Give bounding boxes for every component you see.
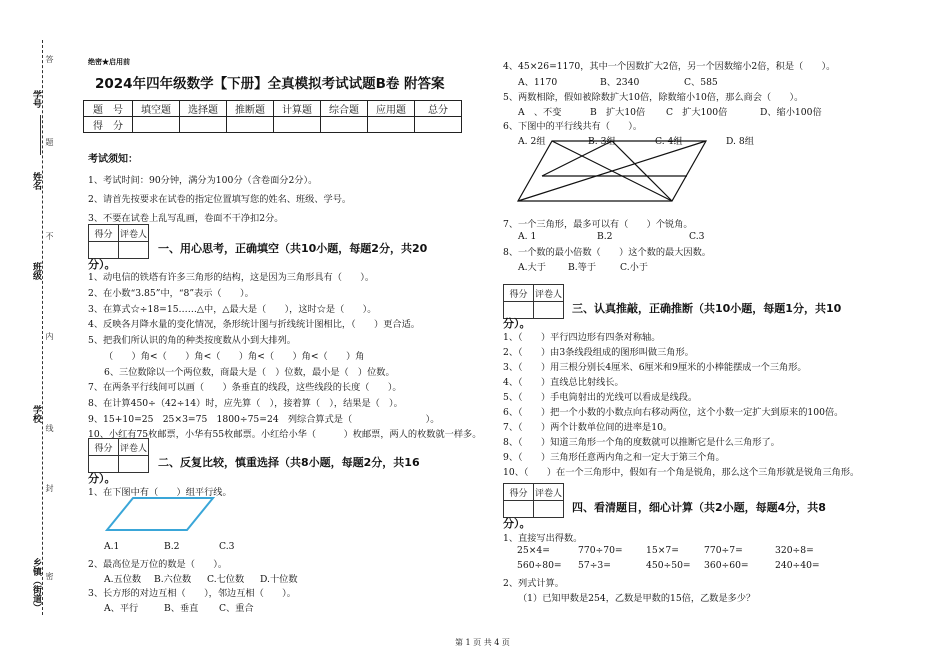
- score-header-cell: 推断题: [227, 101, 274, 117]
- grader-name-label: 评卷人: [534, 285, 564, 302]
- calc-item: 450÷50=: [646, 560, 691, 571]
- parallelogram-figure: [105, 496, 215, 534]
- score-header-cell: 综合题: [321, 101, 368, 117]
- s3-q5: 5、（ ）手电筒射出的光线可以看成是线段。: [503, 392, 698, 403]
- student-number-label: 学号: [31, 90, 41, 108]
- seal-char: 不: [45, 232, 54, 240]
- notice-heading: 考试须知：: [88, 154, 138, 165]
- calc-item: 25×4=: [517, 545, 550, 556]
- score-cell[interactable]: [133, 117, 180, 133]
- s2-q7-opt: A. 1: [518, 231, 537, 242]
- s2-q8-opt: B.等于: [568, 262, 597, 273]
- calc-item: 770÷70=: [578, 545, 623, 556]
- seal-char: 线: [45, 424, 54, 432]
- notice-item: 3、不要在试卷上乱写乱画，卷面不干净扣2分。: [88, 213, 284, 224]
- grader-score-label: 得分: [504, 484, 534, 501]
- s4-q1: 1、直接写出得数。: [503, 533, 583, 544]
- s1-q1: 1、动电信的铁塔有许多三角形的结构，这是因为三角形具有（ ）。: [88, 272, 375, 283]
- s2-q8-opt: C.小于: [620, 262, 648, 273]
- s2-q4: 4、45×26=1170，其中一个因数扩大2倍，另一个因数缩小2倍，积是（ ）。: [503, 61, 836, 72]
- s2-q3-opt: B、垂直: [164, 603, 199, 614]
- grader-name-label: 评卷人: [119, 439, 149, 456]
- page-title: 2024年四年级数学【下册】全真模拟考试试题B卷 附答案: [95, 76, 445, 92]
- seal-char: 题: [45, 138, 54, 146]
- name-label: 姓名: [31, 172, 41, 190]
- s2-q7: 7、一个三角形，最多可以有（ ）个锐角。: [503, 219, 693, 230]
- score-cell[interactable]: [274, 117, 321, 133]
- grader-name-label: 评卷人: [534, 484, 564, 501]
- s2-q3-opt: A、平行: [104, 603, 139, 614]
- s3-q1: 1、（ ）平行四边形有四条对称轴。: [503, 332, 661, 343]
- binding-dashed-line: [42, 40, 43, 615]
- notice-item: 2、请首先按要求在试卷的指定位置填写您的姓名、班级、学号。: [88, 194, 352, 205]
- grader-box: [503, 284, 564, 319]
- score-header-cell: 应用题: [368, 101, 415, 117]
- s2-q1-opt: B.2: [164, 541, 180, 552]
- s2-q7-opt: C.3: [689, 231, 705, 242]
- grader-score-label: 得分: [89, 225, 119, 242]
- seal-char: 密: [45, 572, 54, 580]
- parallel-lines-figure: [512, 138, 708, 206]
- grader-name-cell[interactable]: [119, 242, 149, 259]
- s2-q8: 8、一个数的最小倍数（ ）这个数的最大因数。: [503, 247, 711, 258]
- section1-title-tail: 分）。: [88, 258, 116, 271]
- calc-item: 560÷80=: [517, 560, 562, 571]
- grader-name-cell[interactable]: [119, 456, 149, 473]
- s3-q3: 3、（ ）用三根分别长4厘米、6厘米和9厘米的小棒能摆成一个三角形。: [503, 362, 807, 373]
- grader-name-cell[interactable]: [534, 501, 564, 518]
- s2-q5-opt: C 扩大100倍: [666, 107, 728, 118]
- s1-q4: 4、反映各月降水量的变化情况，条形统计图与折线统计图相比，（ ）更合适。: [88, 319, 420, 330]
- s1-q8: 8、在计算450÷（42÷14）时，应先算（ ），接着算（ ），结果是（ ）。: [88, 398, 403, 409]
- calc-item: 320÷8=: [775, 545, 814, 556]
- s2-q1-opt: C.3: [219, 541, 235, 552]
- s2-q3-opt: C、重合: [219, 603, 254, 614]
- s2-q7-opt: B.2: [597, 231, 613, 242]
- s2-q6-opt: A. 2组: [518, 136, 546, 147]
- s2-q5-opt: B 扩大10倍: [590, 107, 646, 118]
- school-label: 学校: [31, 405, 41, 423]
- section3-title: 三、认真推敲，正确推断（共10小题，每题1分，共10: [572, 302, 842, 315]
- section4-title: 四、看清题目，细心计算（共2小题，每题4分，共8: [572, 501, 826, 514]
- page-footer: 第 1 页 共 4 页: [455, 638, 510, 647]
- s4-q2-1: （1）已知甲数是254，乙数是甲数的15倍，乙数是多少？: [518, 593, 756, 604]
- s3-q2: 2、（ ）由3条线段组成的图形叫做三角形。: [503, 347, 694, 358]
- s1-q7: 7、在两条平行线间可以画（ ）条垂直的线段，这些线段的长度（ ）。: [88, 382, 402, 393]
- section4-title-tail: 分）。: [503, 517, 531, 530]
- s1-q6: 6、三位数除以一个两位数，商最大是（ ）位数，最小是（ ）位数。: [104, 367, 395, 378]
- student-number-line: [40, 115, 41, 155]
- s1-q9: 9、15+10=25 25×3=75 1800÷75=24 列综合算式是（ ）。: [88, 414, 440, 425]
- score-header-cell: 题 号: [84, 101, 133, 117]
- score-row-label: 得 分: [84, 117, 133, 133]
- notice-item: 1、考试时间：90分钟，满分为100分（含卷面分2分）。: [88, 175, 318, 186]
- s3-q9: 9、（ ）三角形任意两内角之和一定大于第三个角。: [503, 452, 725, 463]
- seal-char: 内: [45, 332, 54, 340]
- class-label: 班级: [31, 262, 41, 280]
- s2-q6: 6、下图中的平行线共有（ ）。: [503, 121, 643, 132]
- s3-q8: 8、（ ）知道三角形一个角的度数就可以推断它是什么三角形了。: [503, 437, 780, 448]
- s1-q2: 2、在小数“3.85”中，“8”表示（ ）。: [88, 288, 254, 299]
- grader-score-label: 得分: [504, 285, 534, 302]
- section2-title-tail: 分）。: [88, 472, 116, 485]
- s2-q2: 2、最高位是万位的数是（ ）。: [88, 559, 228, 570]
- grader-box: [88, 438, 149, 473]
- township-label: 乡镇（街道）: [31, 558, 41, 612]
- grader-score-label: 得分: [89, 439, 119, 456]
- s4-q2: 2、列式计算。: [503, 578, 564, 589]
- score-header-cell: 总分: [415, 101, 462, 117]
- grader-box: [88, 224, 149, 259]
- score-cell[interactable]: [321, 117, 368, 133]
- s2-q6-opt: D. 8组: [726, 136, 754, 147]
- score-table: [83, 100, 462, 133]
- grader-name-label: 评卷人: [119, 225, 149, 242]
- calc-item: 240÷40=: [775, 560, 820, 571]
- inner-line: [518, 141, 706, 201]
- score-cell[interactable]: [180, 117, 227, 133]
- section1-title: 一、用心思考，正确填空（共10小题，每题2分，共20: [158, 242, 428, 255]
- s2-q4-opt: B、2340: [600, 77, 640, 88]
- s2-q2-opt: C.七位数: [207, 574, 245, 585]
- calc-item: 770÷7=: [704, 545, 743, 556]
- s2-q4-opt: C、585: [684, 77, 718, 88]
- s2-q5: 5、两数相除，假如被除数扩大10倍，除数缩小10倍，那么商会（ ）。: [503, 92, 804, 103]
- score-cell[interactable]: [368, 117, 415, 133]
- secret-mark: 绝密★启用前: [88, 57, 130, 66]
- s2-q1: 1、在下图中有（ ）组平行线。: [88, 487, 232, 498]
- grader-box: [503, 483, 564, 518]
- inner-line: [612, 141, 672, 201]
- s3-q4: 4、（ ）直线总比射线长。: [503, 377, 624, 388]
- s2-q2-opt: A.五位数: [104, 574, 142, 585]
- s2-q2-opt: B.六位数: [154, 574, 192, 585]
- s2-q6-opt: C. 4组: [655, 136, 683, 147]
- score-header-cell: 选择题: [180, 101, 227, 117]
- score-header-cell: 填空题: [133, 101, 180, 117]
- calc-item: 360÷60=: [704, 560, 749, 571]
- seal-char: 封: [45, 484, 54, 492]
- s1-q3: 3、在算式☆÷18=15……△中，△最大是（ ），这时☆是（ ）。: [88, 304, 377, 315]
- s2-q3: 3、长方形的对边互相（ ），邻边互相（ ）。: [88, 588, 296, 599]
- s2-q1-opt: A.1: [104, 541, 120, 552]
- score-cell[interactable]: [227, 117, 274, 133]
- s2-q5-opt: A 、不变: [518, 107, 562, 118]
- s1-q10: 10、小红有75枚邮票，小华有55枚邮票。小红给小华（ ）枚邮票，两人的枚数就一样多。: [88, 429, 482, 440]
- s3-q7: 7、（ ）两个计数单位间的进率是10。: [503, 422, 673, 433]
- s1-q5-blanks: （ ）角<（ ）角<（ ）角<（ ）角<（ ）角: [104, 351, 365, 362]
- calc-item: 57÷3=: [578, 560, 611, 571]
- score-cell[interactable]: [415, 117, 462, 133]
- inner-line: [542, 141, 612, 176]
- s1-q5: 5、把我们所认识的角的种类按度数从小到大排列。: [88, 335, 296, 346]
- calc-item: 15×7=: [646, 545, 679, 556]
- s2-q8-opt: A.大于: [518, 262, 546, 273]
- score-header-cell: 计算题: [274, 101, 321, 117]
- s2-q6-opt: B. 3组: [588, 136, 616, 147]
- s2-q2-opt: D.十位数: [260, 574, 298, 585]
- seal-char: 答: [45, 55, 54, 63]
- s3-q6: 6、（ ）把一个小数的小数点向右移动两位，这个小数一定扩大到原来的100倍。: [503, 407, 844, 418]
- section3-title-tail: 分）。: [503, 317, 531, 330]
- grader-name-cell[interactable]: [534, 302, 564, 319]
- s2-q4-opt: A、1170: [518, 77, 558, 88]
- s2-q5-opt: D、缩小100倍: [760, 107, 822, 118]
- parallelogram-shape: [107, 498, 213, 530]
- s3-q10: 10、（ ）在一个三角形中，假如有一个角是锐角，那么这个三角形就是锐角三角形。: [503, 467, 860, 478]
- section2-title: 二、反复比较，慎重选择（共8小题，每题2分，共16: [158, 456, 420, 469]
